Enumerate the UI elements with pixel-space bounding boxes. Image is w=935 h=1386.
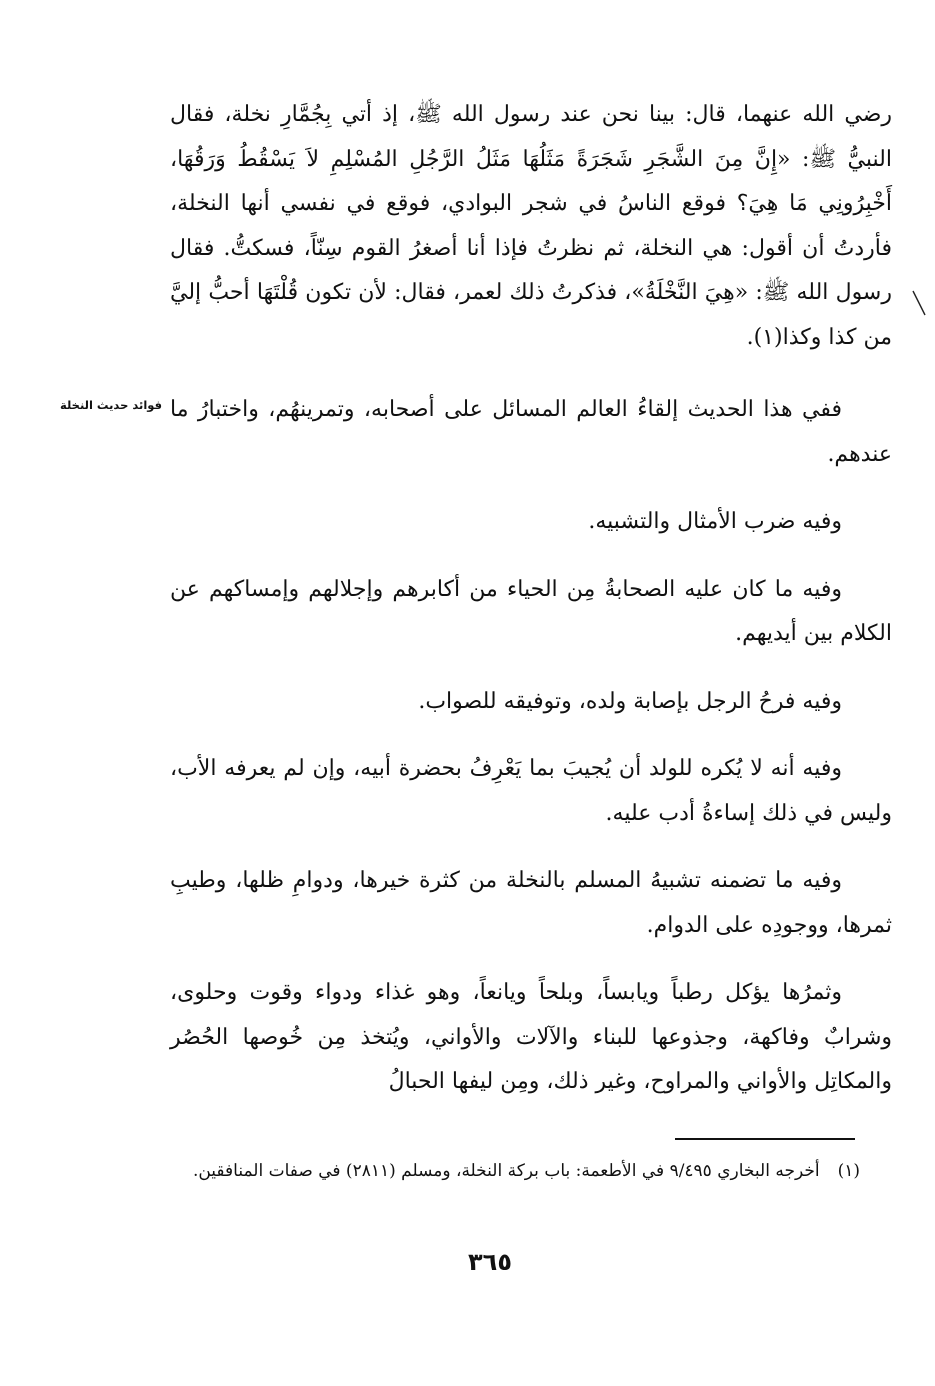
benefits-section	[170, 388, 892, 1128]
benefit-paragraph: وفيه أنه لا يُكره للولد أن يُجيبَ بما يَعْرِفُ بحضرة أبيه، وإن لم يعرفه الأب، وليس في ذلك إساءةُ أدب عليه.	[170, 756, 892, 826]
benefit-paragraph: ففي هذا الحديث إلقاءُ العالم المسائل على أصحابه، وتمرينهُم، واختبارُ ما عندهم.	[170, 397, 892, 467]
footnote	[170, 1156, 860, 1186]
benefit-paragraph: وفيه ما تضمنه تشبيهُ المسلم بالنخلة من كثرة خيرها، ودوامِ ظلها، وطيبِ ثمرها، ووجودِه على الدوام.	[170, 868, 892, 938]
footnote-number: (١)	[837, 1161, 860, 1181]
margin-note: فوائد حديث النخلة	[60, 398, 162, 412]
benefit-paragraph: وثمرُها يؤكل رطباً ويابساً، وبلحاً ويانعاً، وهو غذاء ودواء وقوت وحلوى، وشرابٌ وفاكهة، وجذوعها للبناء والآلات والأواني، ويُتخذ مِن خُوصها الحُصُر والمكاتِل والأواني والمراوح، وغير ذلك، ومِن ليفها الحبالُ	[170, 980, 892, 1094]
intro-paragraph: رضي الله عنهما، قال: بينا نحن عند رسول الله ﷺ، إذ أتي بِجُمَّارِ نخلة، فقال النبيُّ ﷺ: «إِنَّ مِنَ الشَّجَرِ شَجَرَةً مَثَلُهَا مَثَلُ الرَّجُلِ المُسْلِمِ لاَ يَسْقُطُ وَرَقُهَا، أَخْبِرُونِي مَا هِيَ؟ فوقع الناسُ في شجر البوادي، فوقع في نفسي أنها النخلة، فأردتُ أن أقول: هي النخلة، ثم نظرتُ فإذا أنا أصغرُ القوم سِنّاً، فسكتُّ. فقال رسول الله ﷺ: «هِيَ النَّخْلَةُ»، فذكرتُ ذلك لعمر، فقال: لأن تكون قُلْتَهَا أحبُّ إليَّ من كذا وكذا(١).	[170, 102, 892, 350]
footnote-divider	[675, 1138, 855, 1140]
margin-mark-line	[912, 290, 926, 316]
footnote-text: أخرجه البخاري ٩/٤٩٥ في الأطعمة: باب بركة النخلة، ومسلم (٢٨١١) في صفات المنافقين.	[192, 1161, 820, 1181]
benefit-paragraph: وفيه ضرب الأمثال والتشبيه.	[588, 509, 842, 534]
intro-section	[170, 93, 892, 360]
page-number: ٣٦٥	[468, 1248, 512, 1276]
benefit-paragraph: وفيه فرحُ الرجل بإصابة ولده، وتوفيقه للصواب.	[418, 688, 842, 714]
benefit-paragraph: وفيه ما كان عليه الصحابةُ مِن الحياء من أكابرهم وإجلالهم وإمساكهم عن الكلام بين أيديهم.	[170, 576, 892, 646]
